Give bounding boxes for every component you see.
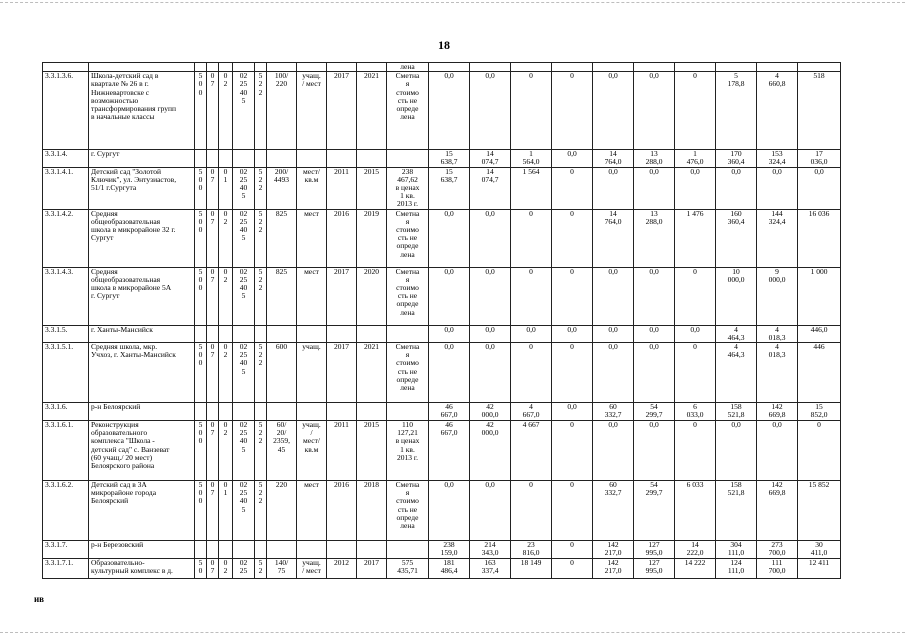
- code-digit: 5 2 2: [255, 72, 267, 150]
- code-digit: [207, 325, 219, 342]
- code-group: 02 25 40 5: [233, 209, 255, 267]
- code-digit: [195, 325, 207, 342]
- amount-cell: 124 111,0: [716, 559, 757, 579]
- amount-cell: 15 852,0: [798, 403, 841, 421]
- amount-cell: 160 360,4: [716, 209, 757, 267]
- row-id: 3.3.1.3.6.: [43, 72, 89, 150]
- amount-cell: 60 332,7: [593, 481, 634, 541]
- amount-cell: 4 464,3: [716, 343, 757, 403]
- code-digit: 5 0: [195, 559, 207, 579]
- code-digit: 5 2 2: [255, 267, 267, 325]
- code-digit: 0 2: [219, 343, 233, 403]
- code-digit: [219, 325, 233, 342]
- estimated-cost-cell: 110 127,21 в ценах 1 кв. 2013 г.: [387, 421, 429, 481]
- table-row: [43, 541, 841, 559]
- amount-cell: 15 638,7: [429, 167, 470, 209]
- row-id: 3.3.1.6.1.: [43, 421, 89, 481]
- row-name: Средняя школа, мкр. Учхоз, г. Ханты-Мансийск: [89, 343, 195, 403]
- amount-cell: 0,0: [429, 343, 470, 403]
- amount-cell: 0,0: [675, 167, 716, 209]
- code-group: 02 25 40 5: [233, 421, 255, 481]
- amount-cell: 0: [511, 209, 552, 267]
- end-year-cell: 2019: [357, 209, 387, 267]
- amount-cell: 4 667,0: [511, 403, 552, 421]
- amount-cell: 14 764,0: [593, 150, 634, 167]
- amount-cell: 10 000,0: [716, 267, 757, 325]
- start-year-cell: 2011: [327, 421, 357, 481]
- unit-cell: учащ. / мест: [297, 72, 327, 150]
- table-row: [43, 167, 841, 209]
- amount-cell: 0: [552, 72, 593, 150]
- amount-cell: 0: [511, 343, 552, 403]
- unit-cell: мест: [297, 481, 327, 541]
- amount-cell: 0,0: [470, 481, 511, 541]
- amount-cell: 158 521,8: [716, 403, 757, 421]
- code-digit: [255, 150, 267, 167]
- amount-cell: 446: [798, 343, 841, 403]
- table-row: [43, 559, 841, 579]
- amount-cell: 9 000,0: [757, 267, 798, 325]
- amount-cell: 0,0: [511, 325, 552, 342]
- start-year-cell: [327, 150, 357, 167]
- table-row: [43, 325, 841, 342]
- capacity-cell: 60/ 20/ 2359, 45: [267, 421, 297, 481]
- page-number: 18: [438, 38, 450, 52]
- start-year-cell: 2016: [327, 209, 357, 267]
- estimated-cost-cell: [387, 541, 429, 559]
- estimated-cost-cell: Сметна я стоимо сть не опреде лена: [387, 209, 429, 267]
- code-digit: 0 2: [219, 421, 233, 481]
- amount-cell: 60 332,7: [593, 403, 634, 421]
- row-name: Реконструкция образовательного комплекса "Школа - детский сад" с. Ванзеват (60 учащ./ 20 мест) Белоярского района: [89, 421, 195, 481]
- amount-cell: 0,0: [757, 167, 798, 209]
- capital-projects-table: [42, 62, 841, 579]
- code-digit: 5 2 2: [255, 343, 267, 403]
- code-digit: 5 0 0: [195, 72, 207, 150]
- code-digit: [207, 150, 219, 167]
- scan-bottom-edge: [0, 632, 905, 633]
- unit-cell: учащ. / мест: [297, 559, 327, 579]
- amount-cell: 30 411,0: [798, 541, 841, 559]
- footer-mark: ив: [34, 594, 45, 604]
- amount-cell: 0,0: [757, 421, 798, 481]
- unit-cell: [297, 541, 327, 559]
- amount-cell: 0,0: [634, 72, 675, 150]
- amount-cell: 0,0: [716, 167, 757, 209]
- amount-cell: 238 159,0: [429, 541, 470, 559]
- row-id: 3.3.1.4.3.: [43, 267, 89, 325]
- code-digit: 5 0 0: [195, 209, 207, 267]
- amount-cell: 0,0: [634, 421, 675, 481]
- estimated-cost-cell: 575 435,71: [387, 559, 429, 579]
- row-name: Школа-детский сад в квартале № 26 в г. Нижневартовске с возможностью трансформирования групп в начальные классы: [89, 72, 195, 150]
- amount-cell: 0: [552, 209, 593, 267]
- row-id: 3.3.1.4.1.: [43, 167, 89, 209]
- amount-cell: 6 033: [675, 481, 716, 541]
- capacity-cell: 200/ 4493: [267, 167, 297, 209]
- end-year-cell: 2015: [357, 167, 387, 209]
- amount-cell: 170 360,4: [716, 150, 757, 167]
- amount-cell: 4 660,8: [757, 72, 798, 150]
- estimated-cost-cell: Сметна я стоимо сть не опреде лена: [387, 267, 429, 325]
- code-digit: 0 7: [207, 421, 219, 481]
- code-digit: [195, 150, 207, 167]
- code-digit: [219, 403, 233, 421]
- amount-cell: 18 149: [511, 559, 552, 579]
- amount-cell: 46 667,0: [429, 421, 470, 481]
- scan-top-edge: [0, 2, 905, 3]
- code-group: 02 25 40 5: [233, 267, 255, 325]
- amount-cell: 0,0: [429, 325, 470, 342]
- row-name: г. Ханты-Мансийск: [89, 325, 195, 342]
- amount-cell: 13 288,0: [634, 209, 675, 267]
- code-digit: 5 2: [255, 559, 267, 579]
- code-digit: 5 0 0: [195, 421, 207, 481]
- code-digit: [219, 541, 233, 559]
- amount-cell: 0,0: [429, 481, 470, 541]
- amount-cell: 0,0: [593, 167, 634, 209]
- amount-cell: 46 667,0: [429, 403, 470, 421]
- code-digit: [207, 541, 219, 559]
- estimated-cost-cell: 238 467,62 в ценах 1 кв. 2013 г.: [387, 167, 429, 209]
- amount-cell: 0: [511, 481, 552, 541]
- end-year-cell: 2017: [357, 559, 387, 579]
- amount-cell: 23 816,0: [511, 541, 552, 559]
- code-digit: 0 1: [219, 167, 233, 209]
- amount-cell: 0: [675, 343, 716, 403]
- amount-cell: 0: [511, 267, 552, 325]
- amount-cell: 13 288,0: [634, 150, 675, 167]
- amount-cell: 0,0: [593, 267, 634, 325]
- amount-cell: 518: [798, 72, 841, 150]
- amount-cell: 0,0: [593, 421, 634, 481]
- code-digit: 5 0 0: [195, 267, 207, 325]
- amount-cell: 446,0: [798, 325, 841, 342]
- amount-cell: 14 222,0: [675, 541, 716, 559]
- row-name: Средняя общеобразовательная школа в микрорайоне 5А г. Сургут: [89, 267, 195, 325]
- amount-cell: 0: [552, 541, 593, 559]
- amount-cell: 16 036: [798, 209, 841, 267]
- row-name: Детский сад в 3А микрорайоне города Белоярский: [89, 481, 195, 541]
- amount-cell: 0,0: [593, 343, 634, 403]
- end-year-cell: 2020: [357, 267, 387, 325]
- amount-cell: 5 178,8: [716, 72, 757, 150]
- code-digit: 5 0 0: [195, 167, 207, 209]
- unit-cell: [297, 150, 327, 167]
- table-row: [43, 343, 841, 403]
- code-group: 02 25 40 5: [233, 343, 255, 403]
- amount-cell: 0: [675, 72, 716, 150]
- row-id: 3.3.1.5.: [43, 325, 89, 342]
- code-group: [233, 403, 255, 421]
- unit-cell: мест/ кв.м: [297, 167, 327, 209]
- amount-cell: 273 700,0: [757, 541, 798, 559]
- row-id: 3.3.1.4.2.: [43, 209, 89, 267]
- estimated-cost-cell: Сметна я стоимо сть не опреде лена: [387, 343, 429, 403]
- capacity-cell: 140/ 75: [267, 559, 297, 579]
- estimated-cost-cell: [387, 150, 429, 167]
- amount-cell: 214 343,0: [470, 541, 511, 559]
- capacity-cell: [267, 541, 297, 559]
- code-digit: 5 2 2: [255, 481, 267, 541]
- table-row: [43, 150, 841, 167]
- amount-cell: 0: [552, 559, 593, 579]
- continuation-text: лена: [387, 63, 429, 72]
- amount-cell: 4 018,3: [757, 343, 798, 403]
- code-digit: [255, 325, 267, 342]
- code-digit: 0 7: [207, 559, 219, 579]
- capacity-cell: 825: [267, 209, 297, 267]
- continuation-row: [43, 63, 841, 72]
- amount-cell: 4 464,3: [716, 325, 757, 342]
- amount-cell: 0,0: [593, 72, 634, 150]
- amount-cell: 6 033,0: [675, 403, 716, 421]
- amount-cell: 0: [552, 167, 593, 209]
- code-digit: 0 1: [219, 481, 233, 541]
- amount-cell: 0,0: [470, 343, 511, 403]
- amount-cell: 0: [675, 421, 716, 481]
- amount-cell: 142 217,0: [593, 541, 634, 559]
- amount-cell: 17 036,0: [798, 150, 841, 167]
- amount-cell: 14 074,7: [470, 167, 511, 209]
- row-id: 3.3.1.5.1.: [43, 343, 89, 403]
- code-digit: [255, 403, 267, 421]
- amount-cell: 142 669,8: [757, 481, 798, 541]
- end-year-cell: 2018: [357, 481, 387, 541]
- amount-cell: 1 564,0: [511, 150, 552, 167]
- estimated-cost-cell: [387, 403, 429, 421]
- code-group: [233, 150, 255, 167]
- end-year-cell: [357, 403, 387, 421]
- row-name: Образовательно- культурный комплекс в д.: [89, 559, 195, 579]
- amount-cell: 0: [511, 72, 552, 150]
- code-digit: 0 7: [207, 481, 219, 541]
- amount-cell: 0,0: [552, 150, 593, 167]
- code-group: [233, 325, 255, 342]
- amount-cell: 1 476,0: [675, 150, 716, 167]
- code-group: 02 25: [233, 559, 255, 579]
- start-year-cell: 2012: [327, 559, 357, 579]
- capacity-cell: 100/ 220: [267, 72, 297, 150]
- end-year-cell: [357, 150, 387, 167]
- code-digit: 0 7: [207, 343, 219, 403]
- code-group: 02 25 40 5: [233, 481, 255, 541]
- capacity-cell: [267, 150, 297, 167]
- code-group: 02 25 40 5: [233, 167, 255, 209]
- row-name: р-н Березовский: [89, 541, 195, 559]
- amount-cell: 14 222: [675, 559, 716, 579]
- amount-cell: 142 669,8: [757, 403, 798, 421]
- code-digit: 0 7: [207, 267, 219, 325]
- code-digit: 5 2 2: [255, 421, 267, 481]
- row-name: Средняя общеобразовательная школа в микрорайоне 32 г. Сургут: [89, 209, 195, 267]
- amount-cell: 42 000,0: [470, 403, 511, 421]
- code-digit: [255, 541, 267, 559]
- amount-cell: 0,0: [470, 72, 511, 150]
- end-year-cell: [357, 541, 387, 559]
- unit-cell: учащ.: [297, 343, 327, 403]
- code-digit: [219, 150, 233, 167]
- amount-cell: 42 000,0: [470, 421, 511, 481]
- row-name: Детский сад "Золотой Ключик", ул. Энтузиастов, 51/1 г.Сургута: [89, 167, 195, 209]
- capacity-cell: 600: [267, 343, 297, 403]
- amount-cell: 304 111,0: [716, 541, 757, 559]
- start-year-cell: [327, 541, 357, 559]
- amount-cell: 0,0: [429, 209, 470, 267]
- amount-cell: 4 018,3: [757, 325, 798, 342]
- end-year-cell: 2021: [357, 72, 387, 150]
- unit-cell: [297, 325, 327, 342]
- code-digit: 5 0 0: [195, 481, 207, 541]
- start-year-cell: [327, 325, 357, 342]
- code-digit: [207, 403, 219, 421]
- amount-cell: 0,0: [798, 167, 841, 209]
- start-year-cell: [327, 403, 357, 421]
- code-digit: 5 0 0: [195, 343, 207, 403]
- amount-cell: 0,0: [470, 267, 511, 325]
- amount-cell: 0,0: [634, 267, 675, 325]
- code-digit: 0 2: [219, 267, 233, 325]
- amount-cell: 54 299,7: [634, 403, 675, 421]
- amount-cell: 0,0: [470, 209, 511, 267]
- amount-cell: 111 700,0: [757, 559, 798, 579]
- row-id: 3.3.1.6.2.: [43, 481, 89, 541]
- row-name: г. Сургут: [89, 150, 195, 167]
- amount-cell: 0: [552, 343, 593, 403]
- table-row: [43, 267, 841, 325]
- row-id: 3.3.1.7.: [43, 541, 89, 559]
- start-year-cell: 2017: [327, 343, 357, 403]
- code-digit: 5 2 2: [255, 167, 267, 209]
- table-row: [43, 403, 841, 421]
- unit-cell: учащ. / мест/ кв.м: [297, 421, 327, 481]
- amount-cell: 153 324,4: [757, 150, 798, 167]
- code-digit: [195, 403, 207, 421]
- estimated-cost-cell: Сметна я стоимо сть не опреде лена: [387, 481, 429, 541]
- code-digit: [195, 541, 207, 559]
- amount-cell: 0,0: [634, 325, 675, 342]
- start-year-cell: 2016: [327, 481, 357, 541]
- code-digit: 5 2 2: [255, 209, 267, 267]
- amount-cell: 0,0: [429, 267, 470, 325]
- end-year-cell: 2015: [357, 421, 387, 481]
- estimated-cost-cell: [387, 325, 429, 342]
- code-group: 02 25 40 5: [233, 72, 255, 150]
- amount-cell: 15 638,7: [429, 150, 470, 167]
- unit-cell: [297, 403, 327, 421]
- amount-cell: 1 000: [798, 267, 841, 325]
- row-id: 3.3.1.6.: [43, 403, 89, 421]
- code-digit: 0 7: [207, 72, 219, 150]
- amount-cell: 0,0: [634, 343, 675, 403]
- amount-cell: 1 564: [511, 167, 552, 209]
- amount-cell: 0,0: [634, 167, 675, 209]
- capacity-cell: 220: [267, 481, 297, 541]
- amount-cell: 12 411: [798, 559, 841, 579]
- amount-cell: 0: [675, 267, 716, 325]
- amount-cell: 4 667: [511, 421, 552, 481]
- capacity-cell: 825: [267, 267, 297, 325]
- amount-cell: 14 764,0: [593, 209, 634, 267]
- start-year-cell: 2017: [327, 267, 357, 325]
- code-group: [233, 541, 255, 559]
- table-row: [43, 421, 841, 481]
- amount-cell: 0: [798, 421, 841, 481]
- amount-cell: 144 324,4: [757, 209, 798, 267]
- amount-cell: 0,0: [716, 421, 757, 481]
- table-row: [43, 72, 841, 150]
- amount-cell: 0,0: [470, 325, 511, 342]
- amount-cell: 0,0: [552, 403, 593, 421]
- unit-cell: мест: [297, 267, 327, 325]
- amount-cell: 0,0: [675, 325, 716, 342]
- estimated-cost-cell: Сметна я стоимо сть не опреде лена: [387, 72, 429, 150]
- amount-cell: 127 995,0: [634, 541, 675, 559]
- amount-cell: 181 486,4: [429, 559, 470, 579]
- table-row: [43, 481, 841, 541]
- amount-cell: 163 337,4: [470, 559, 511, 579]
- row-id: 3.3.1.7.1.: [43, 559, 89, 579]
- row-name: р-н Белоярский: [89, 403, 195, 421]
- end-year-cell: 2021: [357, 343, 387, 403]
- code-digit: 0 7: [207, 167, 219, 209]
- code-digit: 0 2: [219, 209, 233, 267]
- amount-cell: 0: [552, 421, 593, 481]
- capacity-cell: [267, 325, 297, 342]
- start-year-cell: 2011: [327, 167, 357, 209]
- amount-cell: 54 299,7: [634, 481, 675, 541]
- amount-cell: 15 852: [798, 481, 841, 541]
- amount-cell: 127 995,0: [634, 559, 675, 579]
- code-digit: 0 7: [207, 209, 219, 267]
- code-digit: 0 2: [219, 559, 233, 579]
- amount-cell: 0,0: [429, 72, 470, 150]
- unit-cell: мест: [297, 209, 327, 267]
- amount-cell: 158 521,8: [716, 481, 757, 541]
- code-digit: 0 2: [219, 72, 233, 150]
- amount-cell: 14 074,7: [470, 150, 511, 167]
- amount-cell: 0,0: [552, 325, 593, 342]
- start-year-cell: 2017: [327, 72, 357, 150]
- amount-cell: 0: [552, 267, 593, 325]
- row-id: 3.3.1.4.: [43, 150, 89, 167]
- amount-cell: 1 476: [675, 209, 716, 267]
- amount-cell: 0: [552, 481, 593, 541]
- table-row: [43, 209, 841, 267]
- capacity-cell: [267, 403, 297, 421]
- amount-cell: 0,0: [593, 325, 634, 342]
- amount-cell: 142 217,0: [593, 559, 634, 579]
- end-year-cell: [357, 325, 387, 342]
